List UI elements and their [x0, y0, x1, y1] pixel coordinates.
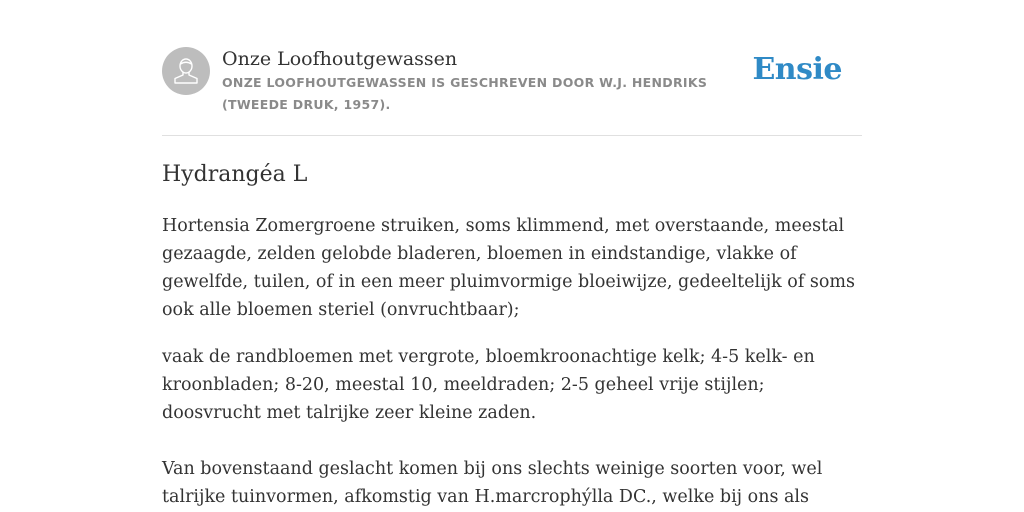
entry-content	[162, 158, 867, 511]
ensie-logo[interactable]: Ensie	[752, 52, 842, 87]
entry-paragraph-3: Van bovenstaand geslacht komen bij ons slechts weinige soorten voor, wel talrijke tuinvormen, afkomstig van H.marcrophýlla DC., welke bij ons als	[162, 459, 823, 507]
source-title[interactable]: Onze Loofhoutgewassen	[222, 48, 458, 70]
source-header	[162, 44, 862, 136]
entry-paragraph-2: vaak de randbloemen met vergrote, bloemkroonachtige kelk; 4-5 kelk- en kroonbladen; 8-20, meestal 10, meeldraden; 2-5 geheel vrije stijlen; doosvrucht met talrijke zeer kleine zaden.	[162, 347, 815, 423]
user-placeholder-icon[interactable]	[162, 47, 210, 95]
entry-title: Hydrangéa L	[162, 162, 308, 187]
entry-paragraph-1: Hortensia Zomergroene struiken, soms klimmend, met overstaande, meestal gezaagde, zelden gelobde bladeren, bloemen in eindstandige, vlakke of gewelfde, tuilen, of in een meer pluimvormige bloeiwijze, gedeeltelijk of soms ook alle bloemen steriel (onvruchtbaar);	[162, 216, 855, 320]
source-description: ONZE LOOFHOUTGEWASSEN IS GESCHREVEN DOOR W.J. HENDRIKS (TWEEDE DRUK, 1957).	[222, 75, 708, 112]
